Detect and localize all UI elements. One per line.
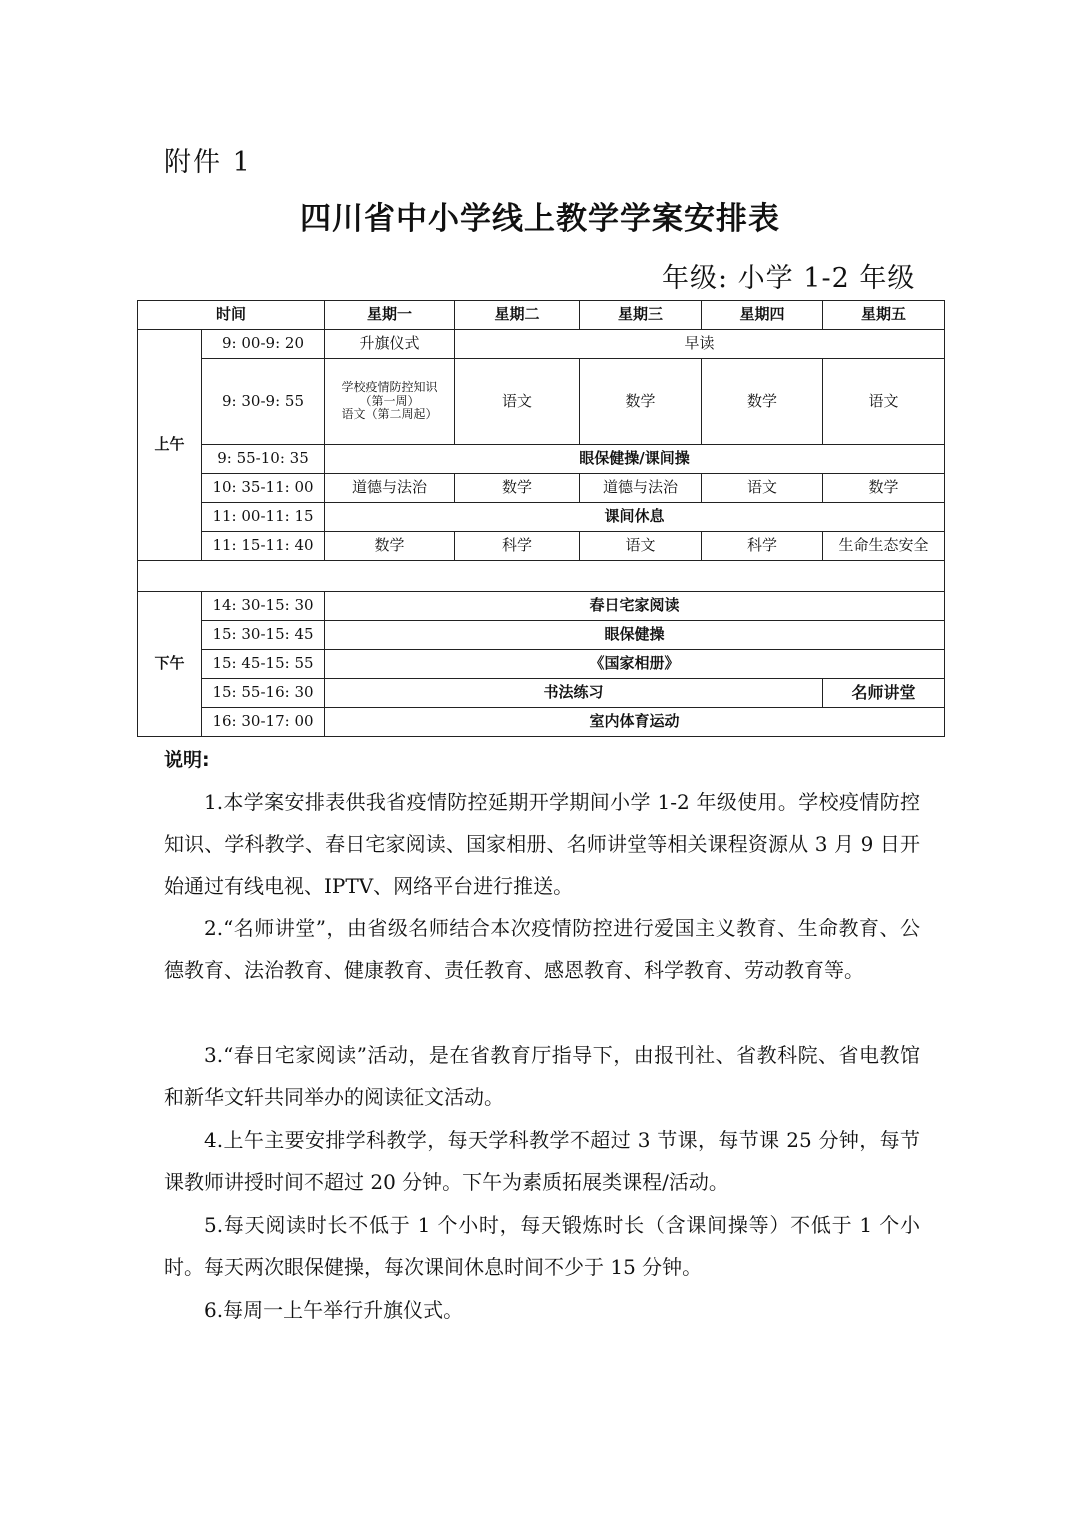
time-cell: 16: 30-17: 00 (202, 708, 325, 737)
time-cell: 10: 35-11: 00 (202, 474, 325, 503)
header-day: 星期三 (580, 301, 702, 330)
schedule-cell: 名师讲堂 (823, 679, 945, 708)
attachment-label: 附件 1 (164, 147, 252, 178)
empty-cell (138, 561, 945, 592)
afternoon-label: 下午 (138, 592, 202, 737)
schedule-cell (325, 359, 455, 445)
time-cell: 15: 55-16: 30 (202, 679, 325, 708)
table-header-row (138, 301, 945, 330)
schedule-cell: 书法练习 (325, 679, 823, 708)
schedule-cell: 春日宅家阅读 (325, 592, 945, 621)
table-row (138, 359, 945, 445)
table-row (138, 532, 945, 561)
header-day: 星期二 (455, 301, 580, 330)
note-item: 4.上午主要安排学科教学，每天学科教学不超过 3 节课，每节课 25 分钟，每节课教师讲授时间不超过 20 分钟。下午为素质拓展类课程/活动。 (164, 1128, 920, 1194)
schedule-cell: 数学 (580, 359, 702, 445)
grade-label: 年级: 小学 1-2 年级 (662, 263, 916, 294)
schedule-cell: 室内体育运动 (325, 708, 945, 737)
page-title: 四川省中小学线上教学学案安排表 (300, 201, 780, 237)
time-cell: 15: 45-15: 55 (202, 650, 325, 679)
time-cell: 9: 30-9: 55 (202, 359, 325, 445)
note-item: 1.本学案安排表供我省疫情防控延期开学期间小学 1-2 年级使用。学校疫情防控知识、学科教学、春日宅家阅读、国家相册、名师讲堂等相关课程资源从 3 月 9 日开始通过有线电视、IPTV、网络平台进行推送。 (164, 790, 920, 898)
table-row (138, 708, 945, 737)
schedule-cell: 语文 (580, 532, 702, 561)
time-cell: 14: 30-15: 30 (202, 592, 325, 621)
schedule-cell: 《国家相册》 (325, 650, 945, 679)
schedule-cell: 课间休息 (325, 503, 945, 532)
schedule-cell: 眼保健操/课间操 (325, 445, 945, 474)
schedule-cell: 语文 (823, 359, 945, 445)
time-cell: 9: 00-9: 20 (202, 330, 325, 359)
cell-line: （第一周） (359, 393, 420, 408)
schedule-cell: 数学 (823, 474, 945, 503)
schedule-cell: 生命生态安全 (823, 532, 945, 561)
time-cell: 15: 30-15: 45 (202, 621, 325, 650)
table-row (138, 621, 945, 650)
schedule-cell: 眼保健操 (325, 621, 945, 650)
note-item: 2.“名师讲堂”，由省级名师结合本次疫情防控进行爱国主义教育、生命教育、公德教育、法治教育、健康教育、责任教育、感恩教育、科学教育、劳动教育等。 (164, 916, 920, 982)
note-item: 5.每天阅读时长不低于 1 个小时，每天锻炼时长（含课间操等）不低于 1 个小时。每天两次眼保健操，每次课间休息时间不少于 15 分钟。 (164, 1213, 920, 1279)
table-row (138, 503, 945, 532)
schedule-cell: 语文 (702, 474, 823, 503)
schedule-cell: 数学 (455, 474, 580, 503)
schedule-cell: 数学 (325, 532, 455, 561)
cell-line: 学校疫情防控知识 (341, 379, 438, 394)
header-time: 时间 (138, 301, 325, 330)
note-item: 6.每周一上午举行升旗仪式。 (204, 1298, 464, 1322)
schedule-cell: 科学 (455, 532, 580, 561)
time-cell: 11: 00-11: 15 (202, 503, 325, 532)
schedule-cell: 早读 (455, 330, 945, 359)
morning-label: 上午 (138, 330, 202, 561)
time-cell: 11: 15-11: 40 (202, 532, 325, 561)
header-day: 星期一 (325, 301, 455, 330)
note-item: 3.“春日宅家阅读”活动，是在省教育厅指导下，由报刊社、省教科院、省电教馆和新华文轩共同举办的阅读征文活动。 (164, 1043, 920, 1109)
schedule-cell: 道德与法治 (580, 474, 702, 503)
table-row (138, 330, 945, 359)
table-row (138, 650, 945, 679)
schedule-cell: 升旗仪式 (325, 330, 455, 359)
time-cell: 9: 55-10: 35 (202, 445, 325, 474)
schedule-cell: 道德与法治 (325, 474, 455, 503)
table-row (138, 445, 945, 474)
table-row (138, 592, 945, 621)
table-row (138, 679, 945, 708)
notes-title: 说明: (164, 749, 210, 771)
table-spacer-row (138, 561, 945, 592)
header-day: 星期五 (823, 301, 945, 330)
schedule-table (137, 300, 945, 737)
schedule-cell: 语文 (455, 359, 580, 445)
schedule-cell: 数学 (702, 359, 823, 445)
schedule-cell: 科学 (702, 532, 823, 561)
table-row (138, 474, 945, 503)
cell-line: 语文（第二周起） (341, 407, 438, 422)
header-day: 星期四 (702, 301, 823, 330)
